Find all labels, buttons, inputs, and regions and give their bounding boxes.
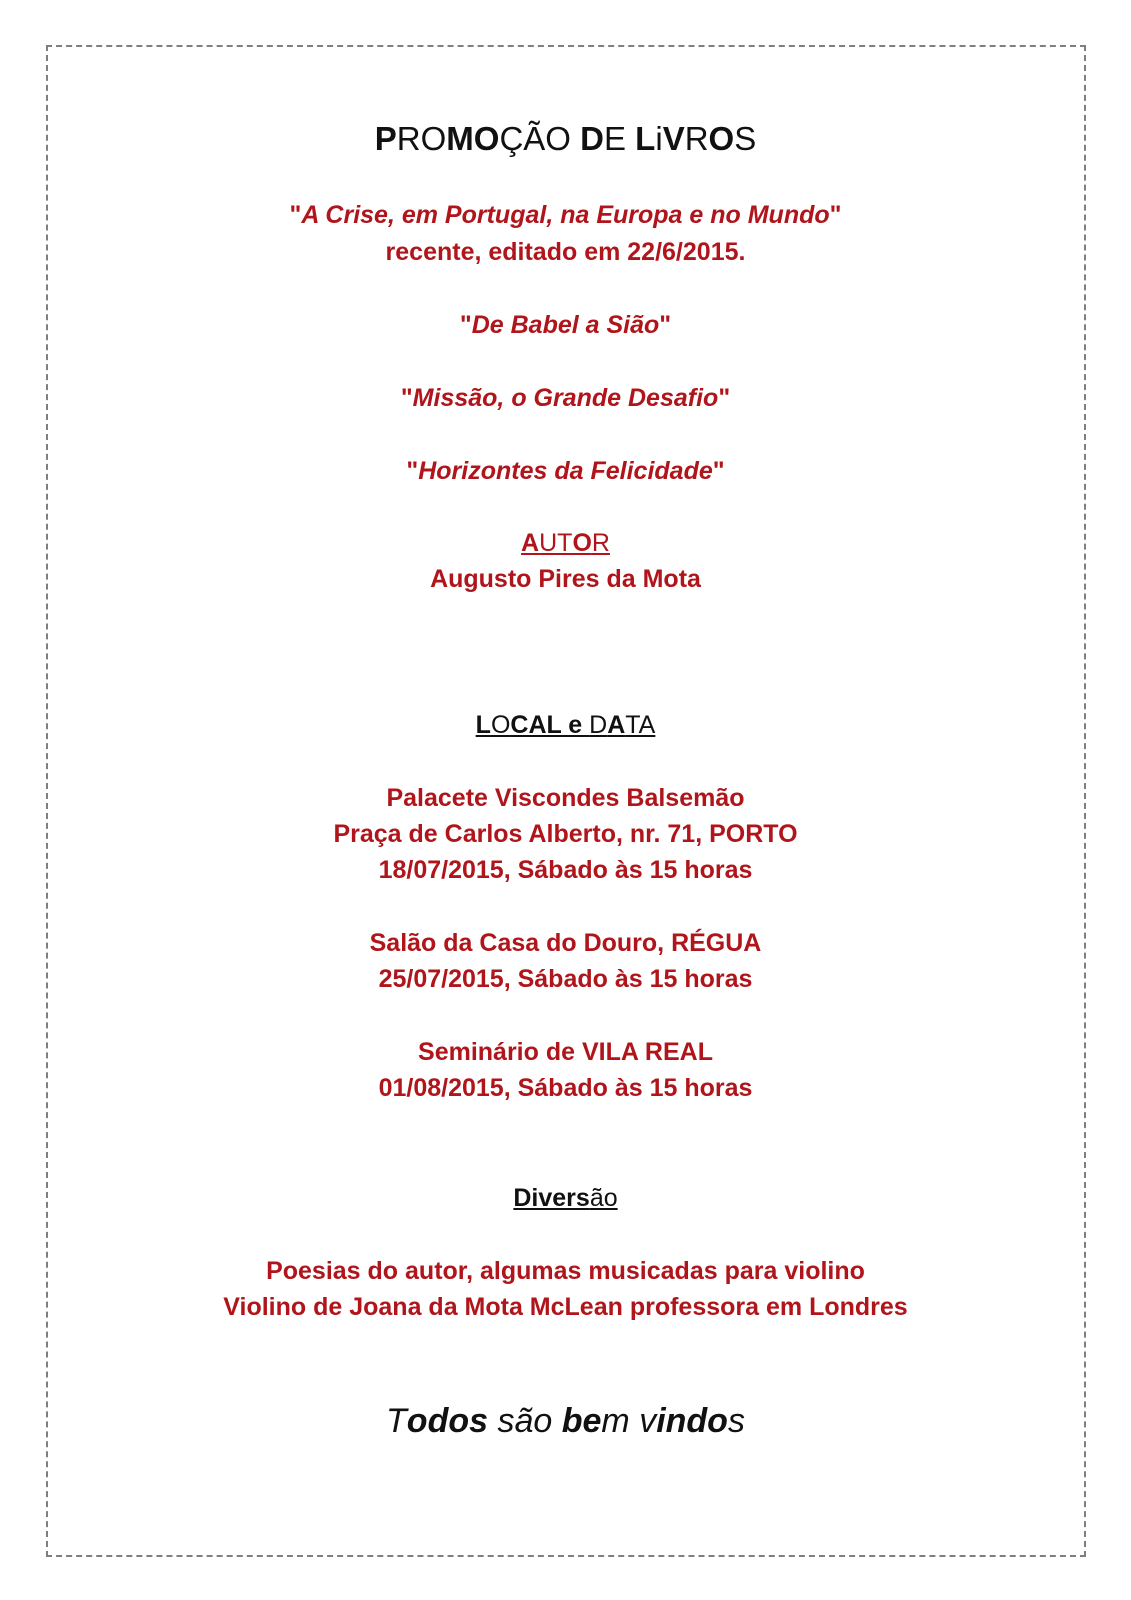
venue-3-name: Seminário de VILA REAL: [418, 1038, 713, 1066]
author-heading: AUTOR: [521, 529, 610, 557]
venue-1-name: Palacete Viscondes Balsemão: [386, 784, 745, 812]
diversao-line-1: Poesias do autor, algumas musicadas para violino: [266, 1257, 865, 1285]
book-note-1: recente, editado em 22/6/2015.: [385, 238, 746, 266]
book-title-4: "Horizontes da Felicidade": [406, 457, 725, 485]
author-name: Augusto Pires da Mota: [430, 565, 701, 593]
venue-1-address: Praça de Carlos Alberto, nr. 71, PORTO: [333, 820, 798, 848]
local-data-heading: LOCAL e DATA: [475, 711, 656, 739]
venue-2-date: 25/07/2015, Sábado às 15 horas: [378, 965, 753, 993]
venue-3-date: 01/08/2015, Sábado às 15 horas: [378, 1074, 753, 1102]
page-title: PROMOÇÃO DE LiVROS: [374, 120, 757, 157]
book-title-1: "A Crise, em Portugal, na Europa e no Mundo": [289, 201, 842, 229]
diversao-heading: Diversão: [513, 1184, 618, 1212]
venue-1-date: 18/07/2015, Sábado às 15 horas: [378, 856, 753, 884]
closing-message: Todos são bem vindos: [386, 1402, 745, 1440]
venue-2-name: Salão da Casa do Douro, RÉGUA: [369, 929, 762, 957]
diversao-line-2: Violino de Joana da Mota McLean professora em Londres: [223, 1293, 908, 1321]
book-title-2: "De Babel a Sião": [459, 311, 672, 339]
book-title-3: "Missão, o Grande Desafio": [400, 384, 731, 412]
